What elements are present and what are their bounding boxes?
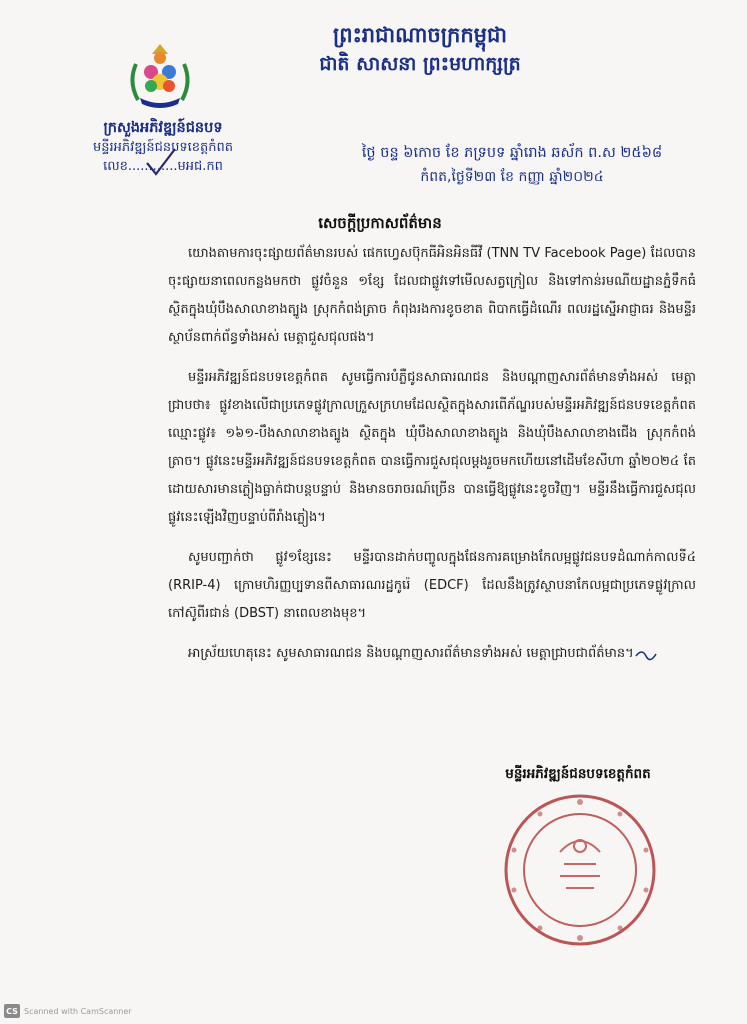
official-seal-icon [500,790,660,950]
document-body [168,240,696,668]
ministry-block [58,118,268,177]
reference-text: លេខ............មអជ.កព [103,159,223,174]
paragraph-4 [168,640,696,668]
reference-number [58,157,268,177]
kingdom-header [270,20,570,78]
document-title: សេចក្តីប្រកាសព័ត៌មាន [318,214,442,232]
date-block [312,140,712,188]
ministry-name: ក្រសួងអភិវឌ្ឍន៍ជនបទ [103,120,223,136]
paragraph-1: យោងតាមការចុះផ្សាយព័ត៌មានរបស់ ផេកហ្វេសប៊ុកធីអិនអិនធីវី (TNN TV Facebook Page) ដែលបានចុះផ្សាយនាពេលកន្លងមកថា ផ្លូវចំនួន ១ខ្សែ ដែលជាផ្លូវទៅមើលសត្វក្រៀល និងទៅកាន់រមណីយដ្ឋានភ្នំទឹកធំ ស្ថិតក្នុងឃុំបឹងសាលាខាងត្បូង ស្រុកកំពង់ត្រាច កំពុងរងការខូចខាត ពិបាកធ្វើដំណើរ ពលរដ្ឋស្នើអាជ្ញាធរ និងមន្ទីរ ស្ថាប័នពាក់ព័ន្ធទាំងអស់ មេត្តាជួសជុលផង។ [168,246,696,345]
lunar-date: ថ្ងៃ ចន្ទ ៦កោច ខែ ភទ្របទ ឆ្នាំរោង ឆស័ក ព.ស ២៥៦៨ [361,145,663,161]
scanner-watermark [4,1003,132,1019]
end-mark-icon [634,646,660,662]
camscanner-logo: CS [4,1004,20,1018]
scanner-text: Scanned with CamScanner [24,1006,132,1016]
signature-title: មន្ទីរអភិវឌ្ឍន៍ជនបទខេត្តកំពត [505,766,651,782]
ministry-logo-icon [124,40,196,112]
solar-date: កំពត,ថ្ងៃទី២៣ ខែ កញ្ញា ឆ្នាំ២០២៤ [420,169,604,185]
paragraph-2: មន្ទីរអភិវឌ្ឍន៍ជនបទខេត្តកំពត សូមធ្វើការបំភ្លឺជូនសាធារណជន និងបណ្តាញសារព័ត៌មានទាំងអស់ មេត្តាជ្រាបថា៖ ផ្លូវខាងលើជាប្រភេទផ្លូវក្រាលក្រួសក្រហមដែលស្ថិតក្នុងសារពើភ័ណ្ឌរបស់មន្ទីរអភិវឌ្ឍន៍ជនបទខេត្តកំពត ឈ្មោះផ្លូវ៖ ១៦១-បឹងសាលាខាងត្បូង ស្ថិតក្នុង ឃុំបឹងសាលាខាងត្បូង និងឃុំបឹងសាលាខាងជើង ស្រុកកំពង់ត្រាច។ ផ្លូវនេះមន្ទីរអភិវឌ្ឍន៍ជនបទខេត្តកំពត បានធ្វើការជួសជុលម្តងរួចមកហើយនៅដើមខែសីហា ឆ្នាំ២០២៤ តែដោយសារមានភ្លៀងធ្លាក់ជាបន្តបន្ទាប់ និងមានចរាចរណ៍ច្រើន បានធ្វើឱ្យផ្លូវនេះខូចវិញ។ មន្ទីរនឹងធ្វើការជួសជុលផ្លូវនេះឡើងវិញបន្ទាប់ពីរាំងភ្លៀង។ [168,370,696,525]
department-name: មន្ទីរអភិវឌ្ឍន៍ជនបទខេត្តកំពត [92,140,234,155]
checkmark-icon [144,147,178,177]
kingdom-motto: ជាតិ សាសនា ព្រះមហាក្សត្រ [319,53,521,75]
paragraph-4-text: អាស្រ័យហេតុនេះ សូមសាធារណជន និងបណ្តាញសារព័ត៌មានទាំងអស់ មេត្តាជ្រាបជាព័ត៌មាន។ [188,646,634,661]
paragraph-3: សូមបញ្ជាក់ថា ផ្លូវ១ខ្សែនេះ មន្ទីរបានដាក់បញ្ចូលក្នុងផែនការគម្រោងកែលម្អផ្លូវជនបទដំណាក់កាលទី៤ (RRIP-4) ក្រោមហិរញ្ញប្បទានពីសាធារណរដ្ឋកូរ៉េ (EDCF) ដែលនឹងត្រូវស្ថាបនាកែលម្អជាប្រភេទផ្លូវក្រាលកៅស៊ូពីរជាន់ (DBST) នាពេលខាងមុខ។ [168,550,696,621]
kingdom-title: ព្រះរាជាណាចក្រកម្ពុជា [332,23,507,47]
